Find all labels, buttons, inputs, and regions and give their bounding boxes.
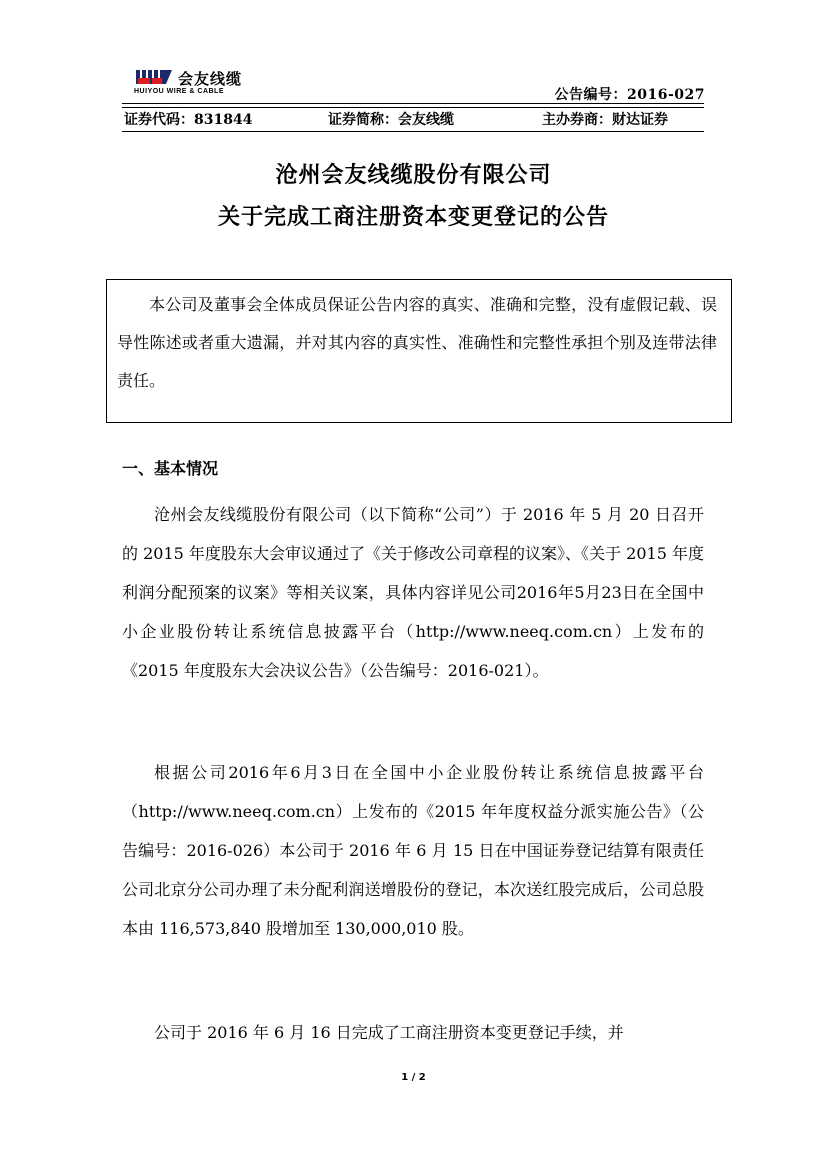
company-logo [134,66,284,98]
paragraph [122,753,704,948]
disclaimer-text: 本公司及董事会全体成员保证公告内容的真实、准确和完整，没有虚假记载、误导性陈述或者重大遗漏，并对其内容的真实性、准确性和完整性承担个别及连带法律责任。 [117,295,717,390]
paragraph-text: 根据公司2016年6月3日在全国中小企业股份转让系统信息披露平台（http://www.neeq.com.cn）上发布的《2015 年年度权益分派实施公告》（公告编号：2016-026）本公司于 2016 年 6 月 15 日在中国证券登记结算有限责任公司北京分公司办理了未分配利润送增股份的登记，本次送红股完成后，公司总股本由 116,573,840 股增加至 130,000,010 股。 [122,763,704,938]
announcement-number: 公告编号：2016-027 [554,87,705,103]
header-divider [122,107,704,108]
paragraph [122,495,704,690]
paragraph-text: 沧州会友线缆股份有限公司（以下简称“公司”）于 2016 年 5 月 20 日召开的 2015 年度股东大会审议通过了《关于修改公司章程的议案》、《关于 2015 年度利润分配预案的议案》等相关议案，具体内容详见公司2016年5月23日在全国中小企业股份转让系统信息披露平台（http://www.neeq.com.cn）上发布的《2015 年度股东大会决议公告》（公告编号：2016-021）。 [122,505,704,680]
company-title: 沧州会友线缆股份有限公司 [275,163,552,188]
disclaimer-box [106,279,732,423]
sponsor-broker: 主办券商：财达证券 [542,112,668,128]
page-number: 1 / 2 [401,1072,426,1083]
security-abbreviation: 证券简称：会友线缆 [328,112,454,128]
logo-name-en: HUIYOU WIRE & CABLE [134,88,224,95]
paragraph-text: 公司于 2016 年 6 月 16 日完成了工商注册资本变更登记手续，并 [154,1023,624,1042]
header-divider [122,103,704,104]
announcement-title: 关于完成工商注册资本变更登记的公告 [217,205,609,230]
header-divider [122,131,704,132]
security-code: 证券代码：831844 [124,112,253,128]
logo-name-cn: 会友线缆 [178,70,243,88]
paragraph [122,1013,704,1052]
section-heading: 一、基本情况 [122,459,219,478]
